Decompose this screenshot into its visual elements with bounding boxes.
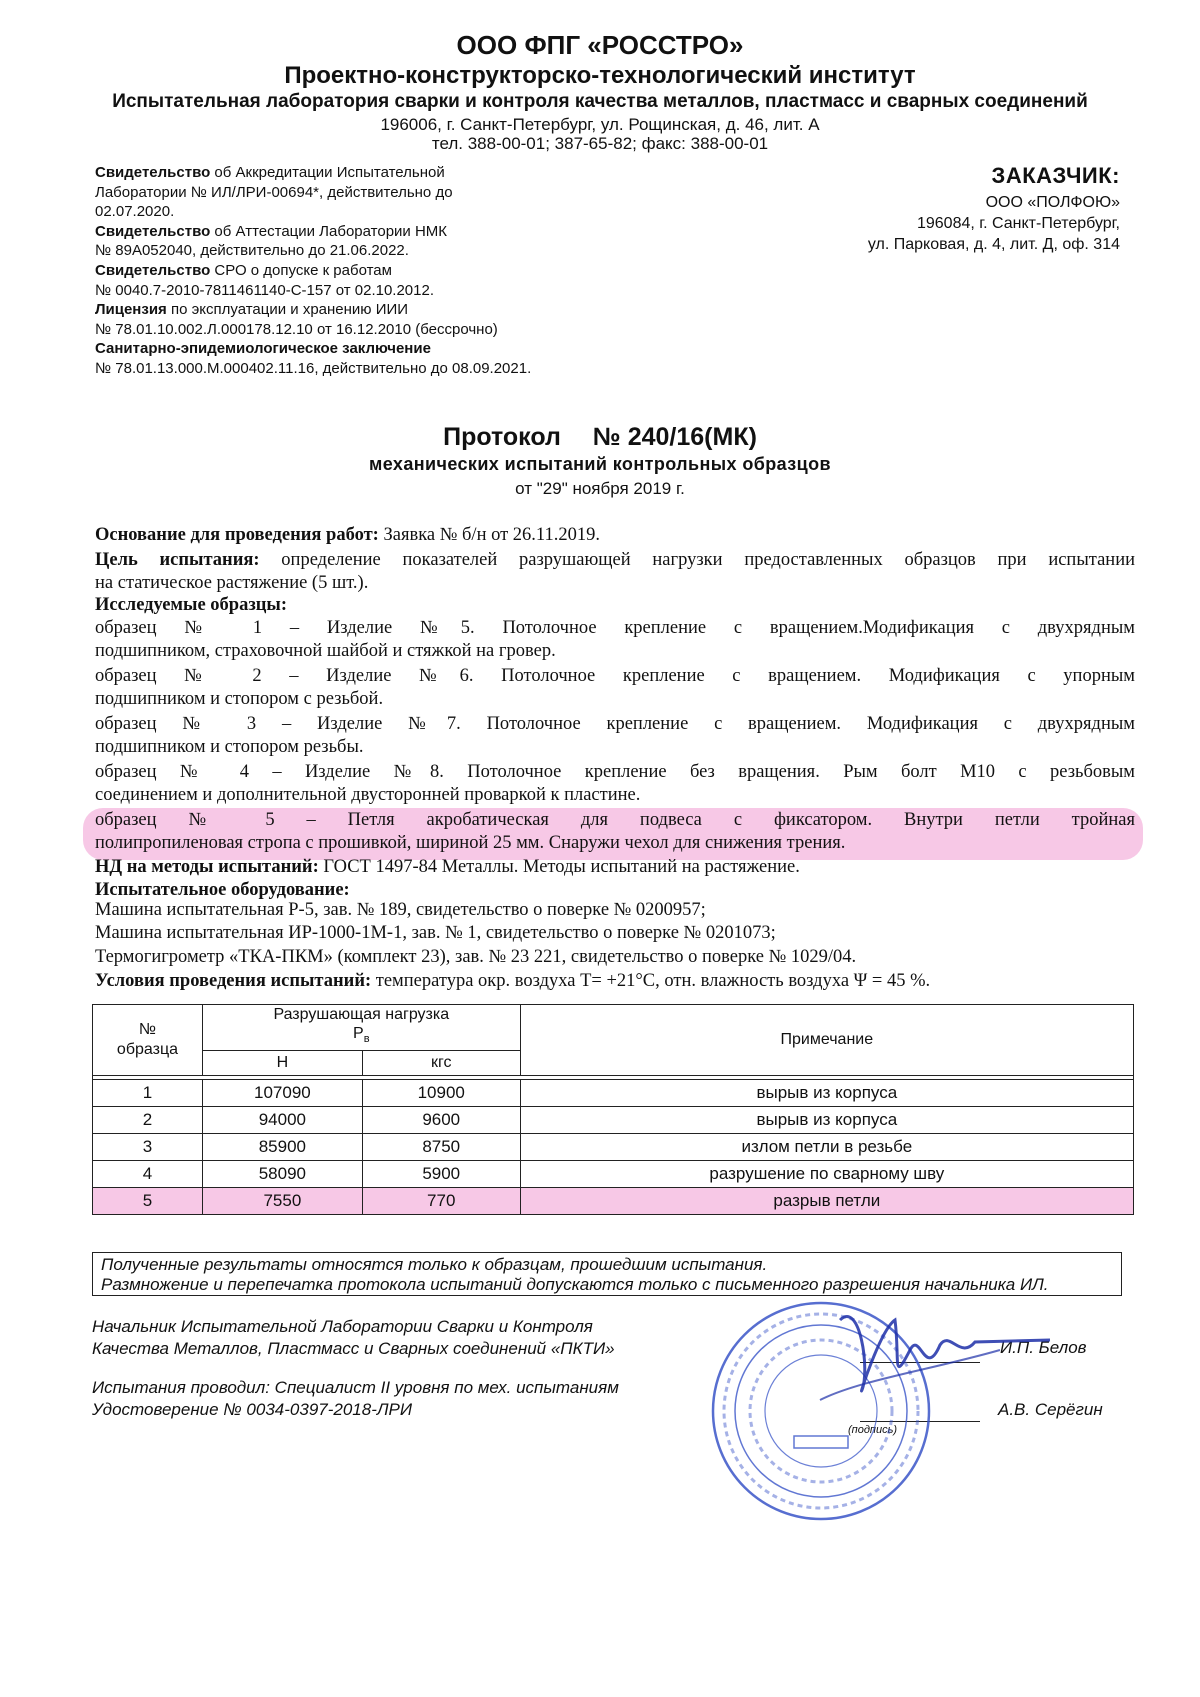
basis-line: Основание для проведения работ: Заявка № б/н от 26.11.2019. (95, 525, 600, 545)
table-row-highlighted: 5 7550 770 разрыв петли (93, 1188, 1134, 1215)
lab-name: Испытательная лаборатория сварки и контроля качества металлов, пластмасс и сварных соединений (112, 91, 1088, 112)
equipment-heading: Испытательное оборудование: (95, 880, 350, 900)
methods-line: НД на методы испытаний: ГОСТ 1497-84 Металлы. Методы испытаний на растяжение. (95, 857, 800, 877)
sample-5: образец № 5 – Петля акробатическая для подвеса с фиксатором. Внутри петли тройная полипропиленовая стропа с прошивкой, шириной 25 мм. Снаружи чехол для снижения трения. (95, 810, 1135, 853)
head-of-lab-title: Начальник Испытательной Лаборатории Сварки и Контроля Качества Металлов, Пластмасс и Сварных соединений «ПКТИ» (92, 1317, 615, 1358)
equipment-item: Машина испытательная ИР-1000-1М-1, зав. № 1, свидетельство о поверке № 0201073; (95, 923, 776, 943)
tester-name: А.В. Серёгин (998, 1400, 1103, 1419)
header-breaking-load: Разрушающая нагрузка $Р_в$ (202, 1005, 520, 1051)
handwritten-signature-icon (800, 1290, 1060, 1420)
results-table (92, 1004, 1134, 1215)
credential-line: № 78.01.10.002.Л.000178.12.10 от 16.12.2010 (бессрочно) (95, 320, 498, 338)
org-name: ООО ФПГ «РОССТРО» (456, 30, 744, 60)
protocol-date: от "29" ноября 2019 г. (515, 479, 685, 498)
samples-heading: Исследуемые образцы: (95, 595, 288, 615)
header-unit-kgf: кгс (362, 1050, 520, 1075)
customer-address-2: ул. Парковая, д. 4, лит. Д, оф. 314 (867, 236, 1120, 253)
sample-3: образец № 3 – Изделие №7. Потолочное крепление с вращением. Модификация с двухрядным подшипником и стопором резьбы. (95, 714, 1135, 757)
sample-4: образец № 4 – Изделие №8. Потолочное крепление без вращения. Рым болт М10 с резьбовым соединением и дополнительной двусторонней проваркой к пластине. (95, 762, 1135, 805)
conditions-line: Условия проведения испытаний: температура окр. воздуха Т= +21°С, отн. влажность воздуха Ψ = 45 %. (95, 971, 931, 991)
table-row: 4 58090 5900 разрушение по сварному шву (93, 1161, 1134, 1188)
signature-caption: (подпись) (848, 1424, 898, 1436)
credential-line: № 0040.7-2010-7811461140-С-157 от 02.10.2012. (95, 281, 435, 299)
protocol-title: Протокол № 240/16(МК) (443, 423, 757, 451)
head-of-lab-name: И.П. Белов (1000, 1338, 1087, 1357)
credential-line: № 89А052040, действительно до 21.06.2022. (95, 242, 409, 260)
equipment-item: Термогигрометр «ТКА-ПКМ» (комплект 23), зав. № 23 221, свидетельство о поверке № 1029/04. (95, 947, 857, 967)
credential-line: Свидетельство об Аккредитации Испытательной (95, 164, 445, 181)
customer-title: ЗАКАЗЧИК: (991, 163, 1120, 188)
sample-1: образец № 1 – Изделие №5. Потолочное крепление с вращением.Модификация с двухрядным подшипником, страховочной шайбой и стяжкой на гровер. (95, 618, 1135, 661)
table-row: 3 85900 8750 излом петли в резьбе (93, 1134, 1134, 1161)
header-note: Примечание (520, 1005, 1133, 1076)
purpose-block: Цель испытания: определение показателей разрушающей нагрузки предоставленных образцов при испытании на статическое растяжение (5 шт.). (95, 550, 1135, 593)
credential-line: № 78.01.13.000.М.000402.11.16, действительно до 08.09.2021. (95, 359, 532, 377)
institute-name: Проектно-конструкторско-технологический институт (284, 62, 916, 89)
credential-line: Лицензия по эксплуатации и хранению ИИИ (95, 301, 409, 319)
disclaimer-box: Полученные результаты относятся только к образцам, прошедшим испытания. Размножение и перепечатка протокола испытаний допускаются только с письменного разрешения начальника ИЛ. (92, 1252, 1122, 1296)
sample-2: образец № 2 – Изделие №6. Потолочное крепление с вращением. Модификация с упорным подшипником и стопором с резьбой. (95, 666, 1135, 709)
lab-phones: тел. 388-00-01; 387-65-82; факс: 388-00-01 (431, 134, 769, 153)
customer-name: ООО «ПОЛФОЮ» (985, 194, 1120, 211)
table-row: 1 107090 10900 вырыв из корпуса (93, 1080, 1134, 1107)
lab-address: 196006, г. Санкт-Петербург, ул. Рощинская, д. 46, лит. А (380, 115, 820, 134)
header-unit-newton: Н (202, 1050, 362, 1075)
credential-line: 02.07.2020. (95, 203, 175, 221)
credential-line: Лаборатории № ИЛ/ЛРИ-00694*, действительно до (95, 183, 453, 201)
credential-line: Санитарно-эпидемиологическое заключение (95, 340, 431, 358)
tester-title: Испытания проводил: Специалист II уровня по мех. испытаниям Удостоверение № 0034-0397-2018-ЛРИ (92, 1378, 619, 1419)
credential-line: Свидетельство СРО о допуске к работам (95, 261, 392, 279)
credentials-block (95, 163, 545, 379)
table-row: 2 94000 9600 вырыв из корпуса (93, 1107, 1134, 1134)
credential-line: Свидетельство об Аттестации Лаборатории НМК (95, 222, 448, 240)
equipment-item: Машина испытательная Р-5, зав. № 189, свидетельство о поверке № 0200957; (95, 900, 706, 920)
customer-address-1: 196084, г. Санкт-Петербург, (916, 215, 1120, 232)
header-sample-number: № образца (93, 1005, 203, 1076)
customer-block (868, 165, 1120, 255)
protocol-subtitle: механических испытаний контрольных образцов (369, 454, 831, 474)
